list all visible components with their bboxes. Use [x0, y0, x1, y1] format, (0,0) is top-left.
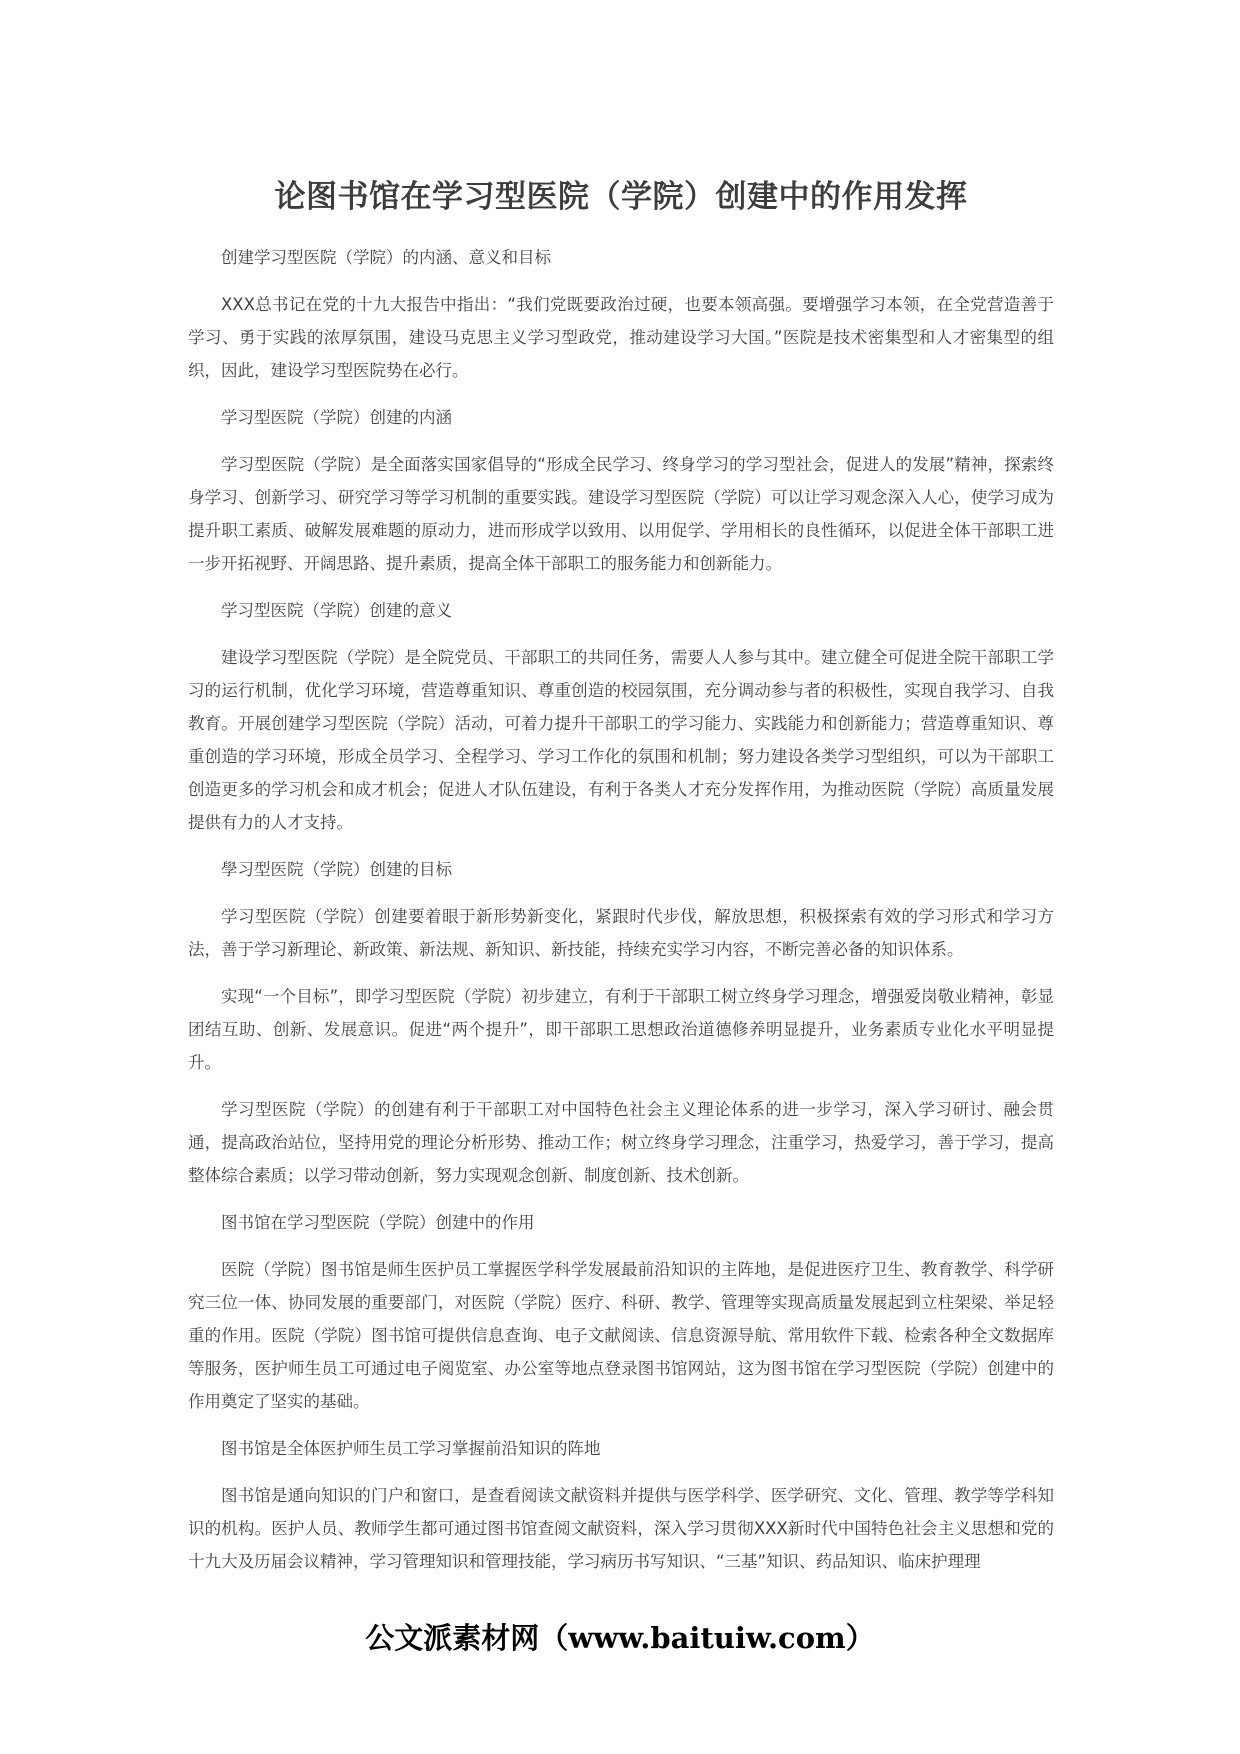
section-heading: 图书馆在学习型医院（学院）创建中的作用 [221, 1213, 535, 1232]
section-heading: 创建学习型医院（学院）的内涵、意义和目标 [221, 248, 551, 267]
paragraph: 图书馆是通向知识的门户和窗口，是查看阅读文献资料并提供与医学科学、医学研究、文化、管理、教学等学科知识的机构。医护人员、教师学生都可通过图书馆查阅文献资料，深入学习贯彻XXX新时代中国特色社会主义思想和党的十九大及历届会议精神，学习管理知识和管理技能，学习病历书写知识、“三基”知识、药品知识、临床护理理 [188, 1486, 1054, 1571]
document-body [188, 241, 1054, 1592]
section-heading: 学习型医院（学院）创建的内涵 [221, 408, 452, 427]
section-heading: 图书馆是全体医护师生员工学习掌握前沿知识的阵地 [221, 1439, 601, 1458]
paragraph: 建设学习型医院（学院）是全院党员、干部职工的共同任务，需要人人参与其中。建立健全可促进全院干部职工学习的运行机制，优化学习环境，营造尊重知识、尊重创造的校园氛围，充分调动参与者的积极性，实现自我学习、自我教育。开展创建学习型医院（学院）活动，可着力提升干部职工的学习能力、实践能力和创新能力；营造尊重知识、尊重创造的学习环境，形成全员学习、全程学习、学习工作化的氛围和机制；努力建设各类学习型组织，可以为干部职工创造更多的学习机会和成才机会；促进人才队伍建设，有利于各类人才充分发挥作用，为推动医院（学院）高质量发展提供有力的人才支持。 [188, 648, 1054, 832]
document-title: 论图书馆在学习型医院（学院）创建中的作用发挥 [274, 179, 968, 215]
paragraph: 学习型医院（学院）创建要着眼于新形势新变化，紧跟时代步伐，解放思想，积极探索有效的学习形式和学习方法，善于学习新理论、新政策、新法规、新知识、新技能，持续充实学习内容，不断完善必备的知识体系。 [188, 907, 1054, 959]
section-heading: 学习型医院（学院）创建的意义 [221, 601, 452, 620]
paragraph: 医院（学院）图书馆是师生医护员工掌握医学科学发展最前沿知识的主阵地，是促进医疗卫生、教育教学、科学研究三位一体、协同发展的重要部门，对医院（学院）医疗、科研、教学、管理等实现高质量发展起到立柱架梁、举足轻重的作用。医院（学院）图书馆可提供信息查询、电子文献阅读、信息资源导航、常用软件下载、检索各种全文数据库等服务，医护师生员工可通过电子阅览室、办公室等地点登录图书馆网站，这为图书馆在学习型医院（学院）创建中的作用奠定了坚实的基础。 [188, 1260, 1054, 1411]
document-page [188, 0, 1054, 1754]
footer-watermark: 公文派素材网（www.baituiw.com） [365, 1621, 875, 1655]
paragraph: 学习型医院（学院）是全面落实国家倡导的“形成全民学习、终身学习的学习型社会，促进人的发展”精神，探索终身学习、创新学习、研究学习等学习机制的重要实践。建设学习型医院（学院）可以让学习观念深入人心，使学习成为提升职工素质、破解发展难题的原动力，进而形成学以致用、以用促学、学用相长的良性循环，以促进全体干部职工进一步开拓视野、开阔思路、提升素质，提高全体干部职工的服务能力和创新能力。 [188, 455, 1054, 573]
section-heading: 學习型医院（学院）创建的目标 [221, 860, 452, 879]
paragraph: 学习型医院（学院）的创建有利于干部职工对中国特色社会主义理论体系的进一步学习，深入学习研讨、融会贯通，提高政治站位，坚持用党的理论分析形势、推动工作；树立终身学习理念，注重学习，热爱学习，善于学习，提高整体综合素质；以学习带动创新，努力实现观念创新、制度创新、技术创新。 [188, 1100, 1054, 1185]
paragraph: 实现“一个目标”，即学习型医院（学院）初步建立，有利于干部职工树立终身学习理念，增强爱岗敬业精神，彰显团结互助、创新、发展意识。促进“两个提升”，即干部职工思想政治道德修养明显提升，业务素质专业化水平明显提升。 [188, 987, 1054, 1072]
paragraph: XXX总书记在党的十九大报告中指出：“我们党既要政治过硬，也要本领高强。要增强学习本领，在全党营造善于学习、勇于实践的浓厚氛围，建设马克思主义学习型政党，推动建设学习大国。”医院是技术密集型和人才密集型的组织，因此，建设学习型医院势在必行。 [188, 295, 1054, 380]
